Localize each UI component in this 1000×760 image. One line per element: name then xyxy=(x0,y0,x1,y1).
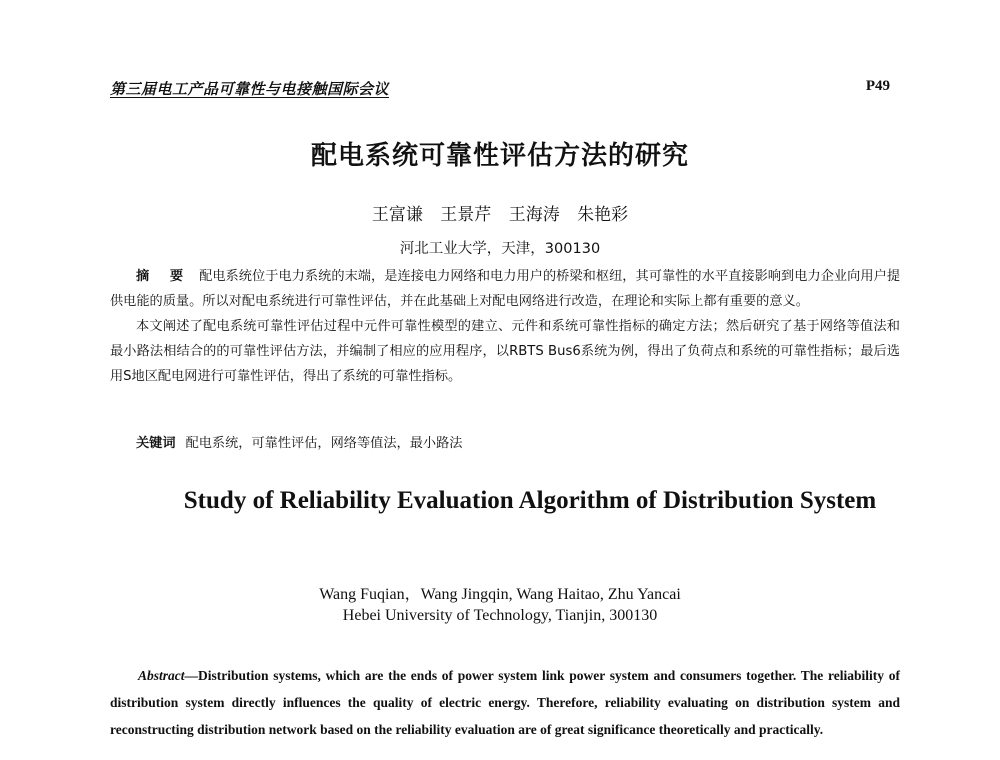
chinese-keywords-label: 关键词 xyxy=(136,436,176,451)
english-abstract-label: Abstract xyxy=(138,668,185,683)
chinese-abstract-text-1: 配电系统位于电力系统的末端，是连接电力网络和电力用户的桥梁和枢纽，其可靠性的水平直接影响到电力企业向用户提供电能的质量。所以对配电系统进行可靠性评估，并在此基础上对配电网络进行改造，在理论和实际上都有重要的意义。 xyxy=(110,269,901,309)
chinese-keywords xyxy=(136,432,463,451)
running-header xyxy=(110,78,890,100)
chinese-abstract-label: 摘 要 xyxy=(136,269,192,284)
chinese-keywords-text: 配电系统，可靠性评估，网络等值法，最小路法 xyxy=(185,436,463,451)
english-authors: Wang Fuqian，Wang Jingqin, Wang Haitao, Zhu Yancai xyxy=(319,586,681,603)
chinese-authors: 王富谦 王景芹 王海涛 朱艳彩 xyxy=(371,205,629,225)
conference-name: 第三届电工产品可靠性与电接触国际会议 xyxy=(110,80,390,98)
chinese-affiliation: 河北工业大学，天津，300130 xyxy=(399,241,601,257)
english-affiliation: Hebei University of Technology, Tianjin, 300130 xyxy=(342,607,658,624)
english-title: Study of Reliability Evaluation Algorithm of Distribution System xyxy=(183,487,877,514)
english-abstract-text: —Distribution systems, which are the ends of power system link power system and consumers together. The reliability of distribution system directly influences the quality of electric energy. Therefore, reliability evaluating on distribution system and reconstructing distribution network based on the reliability evaluation are of great significance theoretically and practically. xyxy=(110,668,900,737)
english-abstract xyxy=(110,662,900,743)
chinese-title: 配电系统可靠性评估方法的研究 xyxy=(310,141,689,171)
chinese-abstract-paragraph-2: 本文阐述了配电系统可靠性评估过程中元件可靠性模型的建立、元件和系统可靠性指标的确定方法；然后研究了基于网络等值法和最小路法相结合的的可靠性评估方法，并编制了相应的应用程序，以RBTS Bus6系统为例，得出了负荷点和系统的可靠性指标；最后选用S地区配电网进行可靠性评估，得出了系统的可靠性指标。 xyxy=(110,319,900,384)
page-number: P49 xyxy=(865,78,890,94)
chinese-abstract-paragraph-1 xyxy=(110,264,900,314)
chinese-abstract xyxy=(110,264,900,389)
